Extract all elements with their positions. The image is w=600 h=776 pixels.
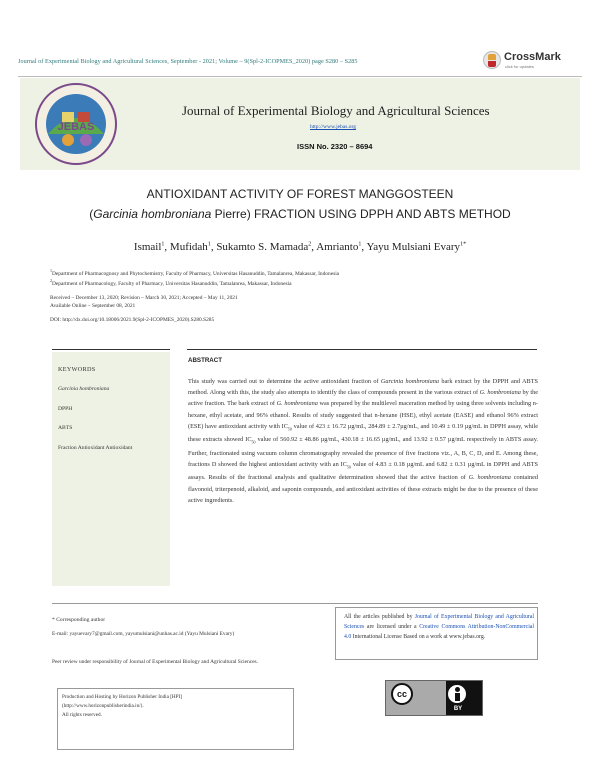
by-label: BY xyxy=(453,706,463,712)
issn: ISSN No. 2320 – 8694 xyxy=(297,142,373,151)
crossmark-sub: click for updates xyxy=(505,64,534,69)
journal-link[interactable]: Journal of Experimental Biology and Agricultural Sciences xyxy=(344,614,534,631)
journal-url-link[interactable]: http://www.jebas.org xyxy=(310,124,356,130)
affiliation-1: $^1$Department of Pharmacognosy and Phytochemistry, Faculty of Pharmacy, Universitas Hasanuddin, Tamalanrea, Makassar, Indonesia xyxy=(50,268,340,277)
journal-masthead xyxy=(20,78,580,170)
crossmark-label: CrossMark xyxy=(504,51,561,63)
author: Yayu Mulsiani Evary xyxy=(366,241,461,253)
abstract-body: This study was carried out to determine the active antioxidant fraction of Garcinia hombroniana bark extract by the DPPH and ABTS method. Along with this, the study also attempts to identify the class of compounds present in the various extract of G. hombroniana by the active fraction. The bark extract of G. hombroniana was prepared by the multilevel maceration method by using three solvents including n-hexane, ethyl acetate, and 96% ethanol. Results of study suggested that n-hexane (HSE), ethyl acetate (EASE) and ethanol 96% extract (ESE) have antioxidant activity with $IC_{50}$ value of 423 ± 16.72 µg/mL, 284.89 ± 2.7µg/mL, and 10.49 ± 0.19 µg/mL in DPPH assay, while these extracts showed $IC_{50}$ value of 560.92 ± 48.86 µg/mL, 430.18 ± 16.65 µg/mL, and 13.92 ± 0.57 µg/mL respectively in ABTS assay. Further, fractionated using vacuum column chromatography revealed the presence of five fractions viz., A, B, C, D, and E. Among these, fractions D showed the highest antioxidant activity with an $IC_{50}$ value of 4.83 ± 0.18 µg/mL and 6.82 ± 0.31 µg/mL in DPPH and ABTS assays. Results of the fractional analysis and qualitative determination showed that the active fraction of G. hombroniana contained flavonoid, triterpenoid, alkaloid, and saponin compounds, and antioxidant activities of these extracts might be due to the presence of these active ingredients. xyxy=(188,378,539,504)
author-list: Ismail$^1$, Mufidah$^1$, Sukamto S. Mamada$^2$, Amrianto$^1$, Yayu Mulsiani Evary$^{1*}$ xyxy=(133,241,467,253)
keyword-item: Fraction Antioxidant Antioxidant xyxy=(58,445,133,451)
peer-review-note: Peer review under responsibility of Journal of Experimental Biology and Agricultural Sciences. xyxy=(52,659,258,665)
keywords-heading: KEYWORDS xyxy=(58,366,96,373)
corresponding-email[interactable]: E-mail: yayuevary7@gmail.com, yayumulsiani@unhas.ac.id (Yayu Mulsiani Evary) xyxy=(52,631,235,637)
journal-title: Journal of Experimental Biology and Agricultural Sciences xyxy=(182,103,490,118)
logo-text: JEBAS xyxy=(57,121,95,133)
article-dates: Received – December 13, 2020; Revision – March 30, 2021; Accepted – May 11, 2021 xyxy=(50,295,238,301)
keyword-item: DPPH xyxy=(58,406,73,412)
corresponding-author-label: * Corresponding author xyxy=(52,617,106,623)
header-rule xyxy=(18,76,582,77)
author: Amrianto xyxy=(316,241,359,253)
crossmark-badge[interactable] xyxy=(483,50,563,72)
cc-icon: cc xyxy=(391,683,413,705)
footer-rule xyxy=(52,603,538,604)
hosting-note: Production and Hosting by Horizon Publisher India [HPI] (http://www.horizonpublisherindia.in/). All rights reserved. xyxy=(62,694,183,719)
journal-logo-icon xyxy=(28,82,124,166)
doi-link[interactable]: DOI: http://dx.doi.org/10.18006/2021.9(Spl-2-ICOPMES_2020).S280.S285 xyxy=(50,317,215,323)
keyword-item: ABTS xyxy=(58,425,73,431)
attribution-icon xyxy=(446,683,468,705)
author: Sukamto S. Mamada xyxy=(216,241,309,253)
running-header: Journal of Experimental Biology and Agricultural Sciences, September - 2021; Volume – 9(Spl-2-ICOPMES_2020) page S280 – S285 xyxy=(18,58,358,65)
article-title xyxy=(50,184,550,224)
keyword-item: Garcinia hombroniana xyxy=(58,386,110,392)
author: Ismail xyxy=(133,241,162,253)
keywords-rule xyxy=(52,349,170,350)
cc-license-link[interactable]: Creative Commons Attribution-NonCommercial 4.0 xyxy=(344,624,534,641)
species-name: Garcinia hombroniana xyxy=(93,207,212,221)
affiliation-2: $^2$Department of Pharmacology, Faculty of Pharmacy, Universitas Hasanuddin, Tamalanrea, Makassar, Indonesia xyxy=(50,278,292,287)
title-line-2: (Garcinia hombroniana Pierre) FRACTION USING DPPH AND ABTS METHOD xyxy=(89,207,511,221)
author: Mufidah xyxy=(169,241,208,253)
crossmark-icon xyxy=(483,51,501,69)
abstract-heading: ABSTRACT xyxy=(188,357,223,364)
title-line-1: ANTIOXIDANT ACTIVITY OF FOREST MANGGOSTEEN xyxy=(146,187,454,201)
available-online: Available Online – September 08, 2021 xyxy=(50,303,136,309)
abstract-rule xyxy=(187,349,537,350)
license-text: All the articles published by Journal of Experimental Biology and Agricultural Sciences are licensed under a Creative Commons Attribution-NonCommercial 4.0 International License Based on a work at www.jebas.org. xyxy=(344,614,534,641)
